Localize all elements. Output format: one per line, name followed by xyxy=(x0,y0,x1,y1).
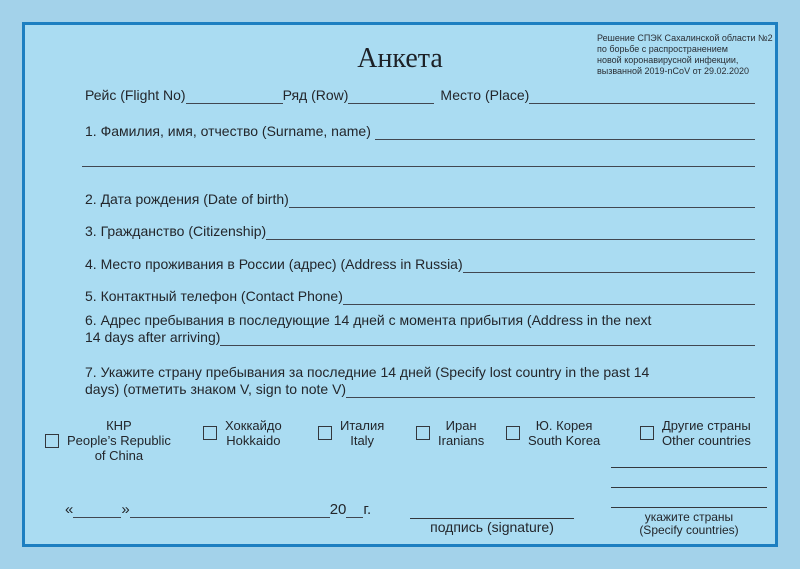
decree-line: вызванной 2019-nCoV от 29.02.2020 xyxy=(597,66,750,76)
other-countries-input-line[interactable] xyxy=(611,507,767,508)
field-surname xyxy=(85,123,755,140)
country-label-other xyxy=(662,418,751,448)
other-countries-input-line[interactable] xyxy=(611,487,767,488)
address14-label-line1: 6. Адрес пребывания в последующие 14 дней с момента прибытия (Address in the next xyxy=(85,312,652,328)
checkbox-iran[interactable] xyxy=(416,426,430,440)
signature-input-line[interactable] xyxy=(410,502,574,519)
country-option-south-korea xyxy=(506,418,600,448)
place-label: Место (Place) xyxy=(440,87,530,103)
place-input-line[interactable] xyxy=(529,99,755,104)
country-option-china xyxy=(45,418,171,463)
country-label-hokkaido xyxy=(225,418,282,448)
birth-date-input-line[interactable] xyxy=(289,203,755,208)
close-quote: » xyxy=(121,501,130,518)
country-label-line: Other countries xyxy=(662,433,751,448)
country-option-iran xyxy=(416,418,484,448)
citizenship-input-line[interactable] xyxy=(266,235,755,240)
signature-block xyxy=(410,502,574,536)
country-option-hokkaido xyxy=(203,418,282,448)
country-label-line: КНР xyxy=(106,418,132,433)
year-suffix: г. xyxy=(363,501,372,518)
surname-label: 1. Фамилия, имя, отчество (Surname, name) xyxy=(85,123,375,139)
contact-phone-label: 5. Контактный телефон (Contact Phone) xyxy=(85,288,343,304)
country-label-line: of China xyxy=(94,448,144,463)
checkbox-italy[interactable] xyxy=(318,426,332,440)
flight-no-input-line[interactable] xyxy=(186,99,283,104)
date-row xyxy=(65,502,371,518)
citizenship-label: 3. Гражданство (Citizenship) xyxy=(85,223,267,239)
field-birth-date xyxy=(85,191,755,208)
country-label-line: Иран xyxy=(445,418,477,433)
decree-line: Решение СПЭК Сахалинской области №2 xyxy=(597,33,773,43)
field-address-russia xyxy=(85,256,755,273)
other-countries-input-line[interactable] xyxy=(611,467,767,468)
checkbox-china[interactable] xyxy=(45,434,59,448)
signature-label: подпись (signature) xyxy=(430,519,554,535)
surname-continuation-line[interactable] xyxy=(82,166,755,167)
country-label-south-korea xyxy=(528,418,600,448)
row-label: Ряд (Row) xyxy=(282,87,349,103)
field-contact-phone xyxy=(85,288,755,305)
country-label-line: Другие страны xyxy=(662,418,751,433)
contact-phone-input-line[interactable] xyxy=(343,300,755,305)
specify-countries-note-ru: укажите страны xyxy=(644,510,734,524)
field-country14 xyxy=(85,381,755,398)
country-label-line: South Korea xyxy=(528,433,601,448)
specify-countries-note xyxy=(611,511,767,537)
year-input-line[interactable] xyxy=(346,513,363,518)
flight-no-label: Рейс (Flight No) xyxy=(85,87,186,103)
country14-label-line2: days) (отметить знаком V, sign to note V) xyxy=(85,381,347,397)
country14-input-line[interactable] xyxy=(346,393,755,398)
year-prefix: 20 xyxy=(329,501,347,518)
day-input-line[interactable] xyxy=(73,513,121,518)
address-russia-input-line[interactable] xyxy=(463,268,755,273)
birth-date-label: 2. Дата рождения (Date of birth) xyxy=(85,191,289,207)
row-input-line[interactable] xyxy=(348,99,434,104)
field-address14 xyxy=(85,329,755,346)
country-label-line: Хоккайдо xyxy=(225,418,282,433)
country-option-italy xyxy=(318,418,384,448)
country-label-line: Hokkaido xyxy=(226,433,281,448)
country-label-italy xyxy=(340,418,384,448)
country-label-line: People’s Republic xyxy=(67,433,171,448)
country-label-line: Ю. Корея xyxy=(535,418,593,433)
open-quote: « xyxy=(65,501,74,518)
flight-row xyxy=(85,87,755,104)
field-citizenship xyxy=(85,223,755,240)
decree-line: по борьбе с распространением xyxy=(597,44,728,54)
specify-countries-note-en: (Specify countries) xyxy=(639,523,739,537)
address-russia-label: 4. Место проживания в России (адрес) (Address in Russia) xyxy=(85,256,463,272)
address14-input-line[interactable] xyxy=(220,341,755,346)
country-label-line: Italy xyxy=(350,433,375,448)
country-option-other xyxy=(640,418,751,448)
country14-label-line1: 7. Укажите страну пребывания за последние 14 дней (Specify lost country in the past 14 xyxy=(85,364,650,380)
decree-note xyxy=(597,33,773,77)
country-label-line: Италия xyxy=(340,418,385,433)
checkbox-hokkaido[interactable] xyxy=(203,426,217,440)
month-input-line[interactable] xyxy=(130,513,330,518)
country-label-line: Iranians xyxy=(438,433,485,448)
form-frame xyxy=(22,22,778,547)
form-title: Анкета xyxy=(357,43,443,74)
checkbox-south-korea[interactable] xyxy=(506,426,520,440)
address14-label-line2: 14 days after arriving) xyxy=(85,329,221,345)
country-label-china xyxy=(67,418,171,463)
decree-line: новой коронавирусной инфекции, xyxy=(597,55,739,65)
checkbox-other-countries[interactable] xyxy=(640,426,654,440)
country-label-iran xyxy=(438,418,484,448)
surname-input-line[interactable] xyxy=(375,135,755,140)
